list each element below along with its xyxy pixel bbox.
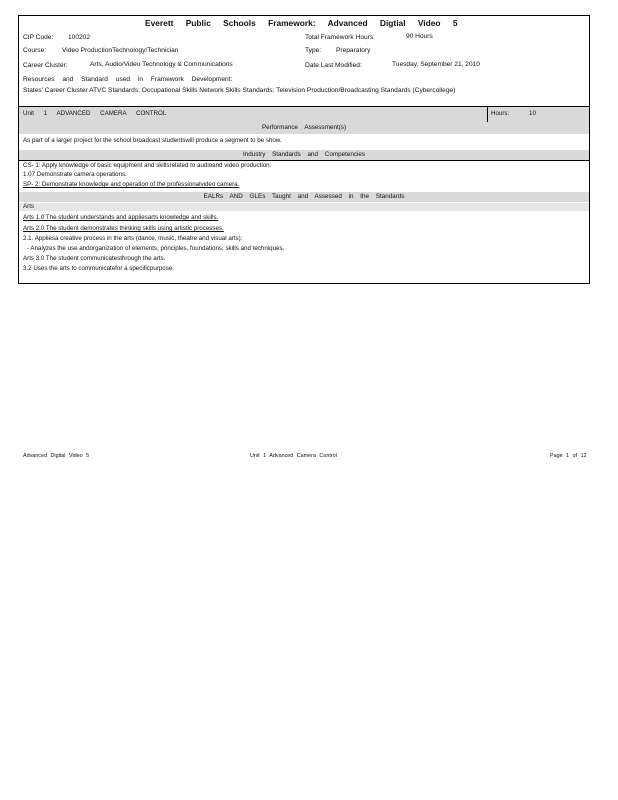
footer-course: Advanced Digital Video 5 xyxy=(23,453,90,459)
career-cluster-value: Arts, Audio/Video Technology & Communications xyxy=(90,61,233,68)
total-hours-label: Total Framework Hours: xyxy=(305,34,375,41)
date-modified-label: Date Last Modified: xyxy=(305,62,362,69)
industry-rule xyxy=(19,160,589,161)
ealr-item: 2.1. Appliesa creative process in the arts (dance, music, theatre and visual arts): xyxy=(23,235,243,242)
industry-item: 1.07 Demonstrate camera operations. xyxy=(23,171,127,178)
ealr-item: 3.2 Uses the arts to communicatefor a specificpurpose. xyxy=(23,265,174,272)
type-value: Preparatory xyxy=(336,47,371,54)
hours-divider xyxy=(487,107,488,122)
ealrs-heading: EALRs AND GLEs Taught and Assessed in the Standards xyxy=(203,193,405,200)
ealrs-subject: Arts xyxy=(23,203,35,210)
unit-hours-value: 10 xyxy=(529,110,536,117)
performance-text: As part of a larger project for the school broadcast studentswill produce a segment to be show. xyxy=(23,137,282,144)
document-title: Everett Public Schools Framework: Advanced Digtial Video 5 xyxy=(145,18,458,28)
resources-label: Resources and Standard used in Framework Development: xyxy=(23,76,233,83)
ealr-item: Arts 2.0 The student demonstrates thinking skills using artistic processes. xyxy=(23,225,224,232)
ealr-item: - Analyzes the use andorganization of elements, principles, foundations, skills and techniques. xyxy=(27,245,285,252)
resources-value: States' Career Cluster ATVC Standards; Occupational Skills Network Skills Standards; Television Production/Broadcasting Standards (Cybercollege) xyxy=(23,87,456,94)
unit-hours-label: Hours: xyxy=(491,110,510,117)
industry-item: CS- 1: Apply knowledge of basic equipment and skillsrelated to audioand video production. xyxy=(23,162,272,169)
unit-label: Unit 1 ADVANCED CAMERA CONTROL xyxy=(23,110,167,117)
footer-page-number: Page 1 of 12 xyxy=(550,453,587,459)
ealr-item: Arts 3.0 The student communicatesthrough the arts. xyxy=(23,255,166,262)
course-value: Video ProductionTechnology/Technician xyxy=(62,47,179,54)
course-label: Course: xyxy=(23,47,47,54)
total-hours-value: 90 Hours xyxy=(406,33,433,40)
industry-item: SP- 2: Demonstrate knowledge and operation of the professionalvideo camera. xyxy=(23,181,240,188)
industry-heading: Industry Standards and Competencies xyxy=(242,151,366,158)
date-modified-value: Tuesday, September 21, 2010 xyxy=(392,61,480,68)
ealr-item: Arts 1.0 The student understands and appliesarts knowledge and skills. xyxy=(23,214,219,221)
arts-subject-bar xyxy=(19,203,589,211)
footer-unit: Unit 1 Advanced Camera Control xyxy=(250,453,337,459)
performance-heading: Performance Assessment(s) xyxy=(261,124,347,131)
cip-code-value: 100202 xyxy=(68,34,91,41)
cip-code-label: CIP Code: xyxy=(23,34,54,41)
career-cluster-label: Career Cluster: xyxy=(23,62,68,69)
type-label: Type: xyxy=(305,47,322,54)
